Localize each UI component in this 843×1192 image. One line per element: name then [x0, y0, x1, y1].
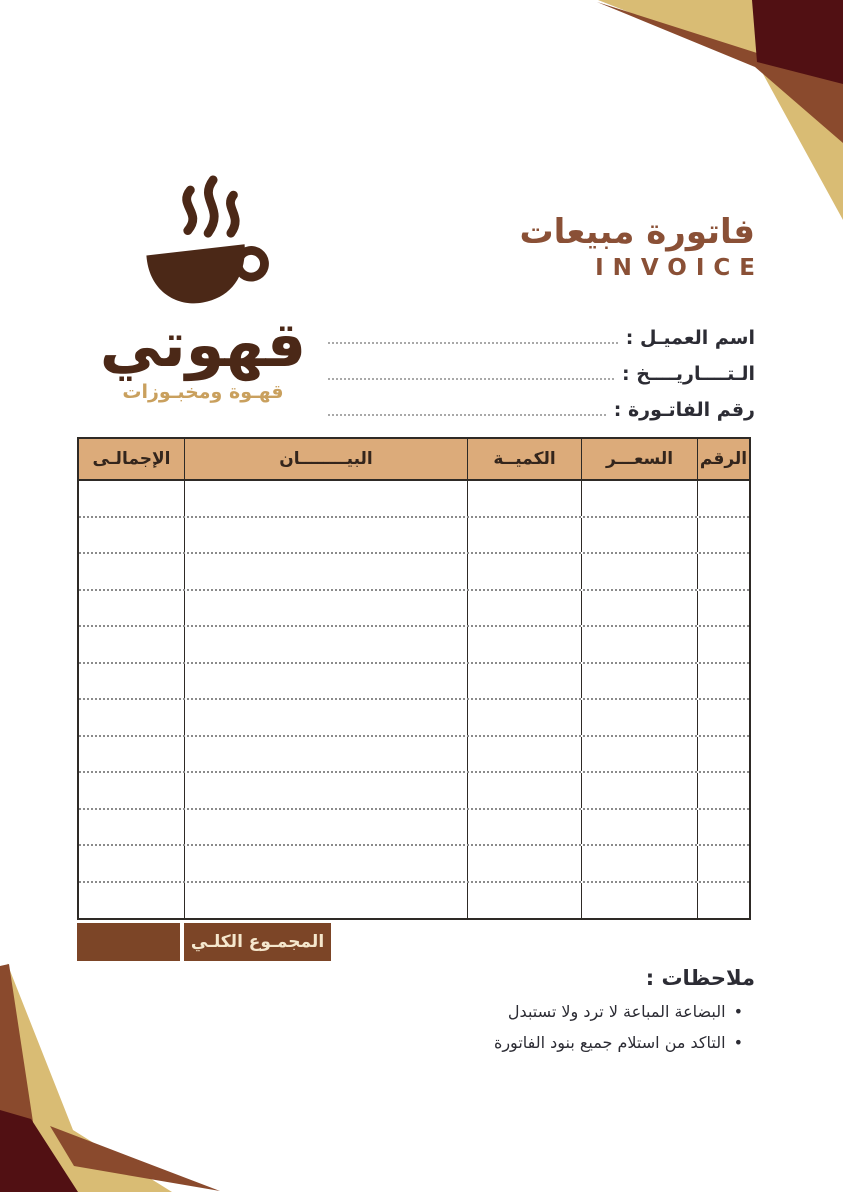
table-cell	[467, 591, 581, 626]
notes-heading: ملاحظات :	[645, 966, 755, 990]
table-cell	[581, 664, 697, 699]
table-cell	[697, 700, 749, 735]
date-label: الـتــــاريــــخ :	[622, 363, 755, 385]
table-cell	[79, 554, 184, 589]
table-cell	[79, 518, 184, 553]
grand-total-label: المجمـوع الكلـي	[184, 923, 331, 961]
table-cell	[184, 883, 467, 920]
table-row	[79, 737, 749, 774]
table-cell	[581, 737, 697, 772]
table-cell	[79, 810, 184, 845]
table-cell	[581, 481, 697, 516]
table-cell	[184, 627, 467, 662]
table-row	[79, 846, 749, 883]
brand-logo	[88, 172, 318, 403]
table-cell	[581, 627, 697, 662]
column-header-description: البيــــــــان	[184, 439, 467, 479]
table-cell	[697, 810, 749, 845]
table-cell	[697, 554, 749, 589]
table-cell	[184, 737, 467, 772]
table-cell	[697, 518, 749, 553]
table-cell	[184, 700, 467, 735]
corner-decoration-bottom-left	[0, 962, 300, 1192]
brand-name: قهوتي	[99, 308, 307, 381]
table-cell	[184, 773, 467, 808]
invoice-titles	[519, 212, 764, 281]
table-cell	[697, 737, 749, 772]
table-cell	[184, 518, 467, 553]
table-cell	[581, 518, 697, 553]
field-invoice-number	[328, 392, 755, 428]
table-cell	[467, 627, 581, 662]
column-header-total: الإجمالـى	[92, 449, 171, 469]
invoice-title-english: INVOICE	[595, 254, 764, 281]
table-cell	[581, 773, 697, 808]
items-table	[77, 437, 751, 920]
table-body	[79, 481, 749, 920]
table-cell	[79, 700, 184, 735]
table-cell	[467, 518, 581, 553]
bullet-icon: •	[733, 1032, 743, 1052]
table-cell	[467, 700, 581, 735]
table-row	[79, 773, 749, 810]
table-cell	[581, 883, 697, 920]
table-row	[79, 518, 749, 555]
table-cell	[79, 846, 184, 881]
table-row	[79, 883, 749, 920]
table-cell	[79, 773, 184, 808]
note-text: التاكد من استلام جميع بنود الفاتورة	[493, 1033, 726, 1052]
table-row	[79, 700, 749, 737]
table-row	[79, 810, 749, 847]
table-cell	[467, 773, 581, 808]
table-cell	[467, 481, 581, 516]
notes-section	[315, 966, 755, 1052]
table-cell	[184, 846, 467, 881]
table-cell	[697, 664, 749, 699]
date-fill-line	[328, 378, 614, 380]
brand-tagline: قهـوة ومخبـوزات	[122, 381, 284, 404]
column-header-quantity: الكميــة	[467, 439, 581, 479]
field-date	[328, 356, 755, 392]
table-cell	[467, 737, 581, 772]
table-cell	[697, 846, 749, 881]
table-cell	[467, 664, 581, 699]
note-item	[315, 1033, 755, 1052]
table-cell	[79, 591, 184, 626]
table-cell	[467, 846, 581, 881]
table-row	[79, 481, 749, 518]
table-cell	[697, 773, 749, 808]
table-row	[79, 627, 749, 664]
column-header-price: السعـــر	[581, 439, 697, 479]
note-item	[315, 1002, 755, 1021]
customer-name-fill-line	[328, 342, 618, 344]
table-cell	[581, 554, 697, 589]
table-row	[79, 554, 749, 591]
grand-total-band	[77, 923, 331, 961]
invoice-number-fill-line	[328, 414, 606, 416]
table-cell	[184, 481, 467, 516]
table-cell	[581, 810, 697, 845]
column-header-number: الرقم	[697, 439, 749, 479]
table-cell	[79, 481, 184, 516]
note-text: البضاعة المباعة لا ترد ولا تستبدل	[507, 1002, 726, 1021]
table-header-row	[79, 439, 749, 481]
table-row	[79, 591, 749, 628]
table-cell	[697, 627, 749, 662]
coffee-cup-icon	[127, 172, 279, 312]
table-row	[79, 664, 749, 701]
invoice-title-arabic: فاتورة مبيعات	[519, 212, 755, 252]
table-cell	[697, 481, 749, 516]
invoice-fields	[328, 320, 755, 428]
table-cell	[467, 810, 581, 845]
table-cell	[184, 664, 467, 699]
table-cell	[581, 846, 697, 881]
table-cell	[581, 591, 697, 626]
table-cell	[581, 700, 697, 735]
table-cell	[697, 591, 749, 626]
grand-total-value-box	[77, 923, 180, 961]
customer-name-label: اسم العميـل :	[625, 327, 755, 349]
table-cell	[467, 883, 581, 920]
table-cell	[79, 627, 184, 662]
table-cell	[79, 737, 184, 772]
table-cell	[79, 664, 184, 699]
table-cell	[79, 883, 184, 920]
table-cell	[184, 554, 467, 589]
invoice-number-label: رقم الفاتـورة :	[613, 399, 755, 421]
table-cell	[467, 554, 581, 589]
bullet-icon: •	[733, 1001, 743, 1021]
table-cell	[184, 810, 467, 845]
field-customer-name	[328, 320, 755, 356]
table-cell	[697, 883, 749, 920]
table-cell	[184, 591, 467, 626]
